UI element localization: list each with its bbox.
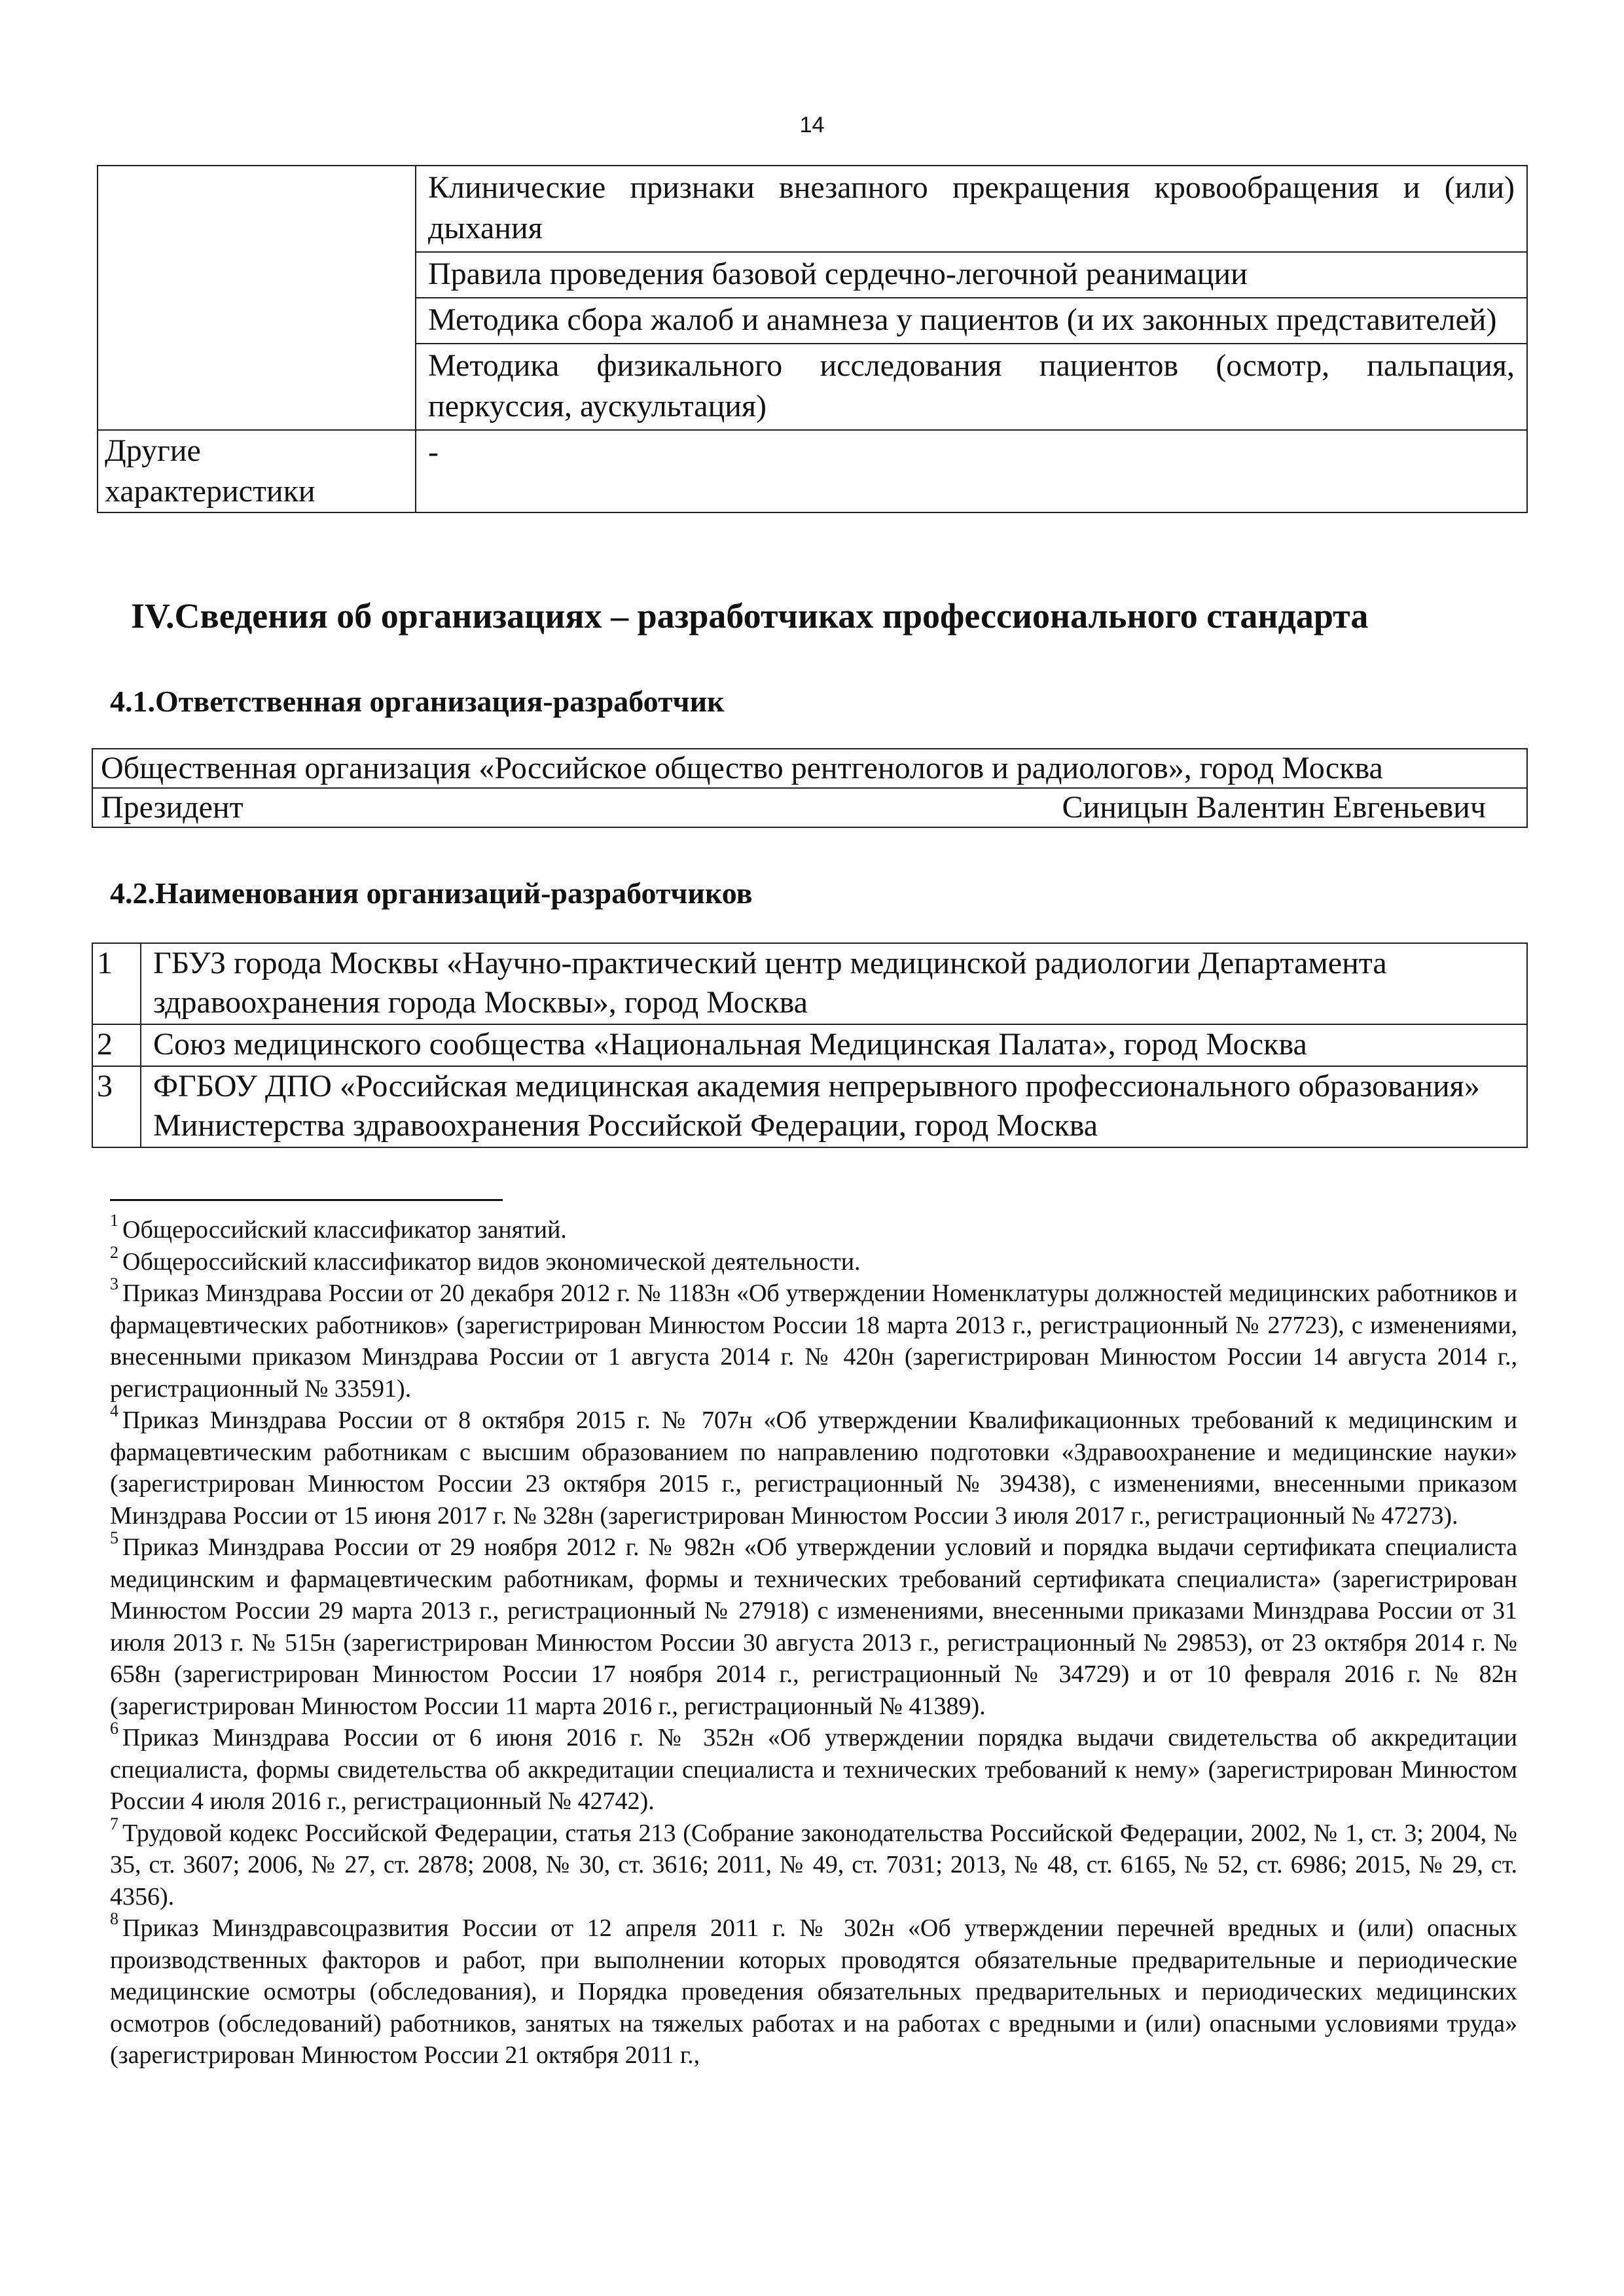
footnote-text: Трудовой кодекс Российской Федерации, статья 213 (Собрание законодательства Российской Федерации, 2002, № 1, ст. 3; 2004, № 35, ст. 3607; 2006, № 27, ст. 2878; 2008, № 30, ст. 3616; 2011, № 49, ст. 7031; 2013, № 48, ст. 6165, № 52, ст. 6986; 2015, № 29, ст. 4356). — [110, 1819, 1517, 1910]
page-number: 14 — [799, 113, 825, 137]
footnote-text: Приказ Минздрава России от 20 декабря 2012 г. № 1183н «Об утверждении Номенклатуры должностей медицинских работников и фармацевтических работников» (зарегистрирован Минюстом России 18 марта 2013 г., регистрационный № 27723), с изменениями, внесенными приказом Минздрава России от 1 августа 2014 г. № 420н (зарегистрирован Минюстом России 14 августа 2014 г., регистрационный № 33591). — [110, 1280, 1517, 1403]
president-position: Президент — [101, 790, 244, 825]
footnote-number: 8 — [110, 1909, 118, 1929]
footnote-divider — [110, 1199, 503, 1201]
other-characteristics-label — [98, 430, 416, 512]
table-row: Клинические признаки внезапного прекращения кровообращения и (или) дыхания — [416, 166, 1527, 252]
row-number: 2 — [92, 1024, 141, 1066]
table-row — [92, 1024, 1527, 1066]
row-number: 3 — [92, 1066, 141, 1147]
other-label-line2: характеристики — [105, 474, 316, 509]
footnote-number: 2 — [110, 1242, 118, 1262]
footnote-number: 3 — [110, 1274, 118, 1294]
developer-name: ФГБОУ ДПО «Российская медицинская академия непрерывного профессионального образования» Министерства здравоохранения Российской Федерации, город Москва — [141, 1066, 1527, 1147]
developer-name: Союз медицинского сообщества «Национальная Медицинская Палата», город Москва — [141, 1024, 1527, 1066]
developers-heading: 4.2.Наименования организаций-разработчиков — [110, 876, 753, 910]
other-characteristics-value: - — [416, 430, 1527, 512]
footnote — [110, 1909, 1517, 2072]
footnote-number: 5 — [110, 1528, 118, 1548]
footnote-number: 1 — [110, 1211, 118, 1230]
table-row: Правила проведения базовой сердечно-легочной реанимации — [416, 252, 1527, 298]
footnote-number: 6 — [110, 1719, 118, 1738]
developers-table — [92, 942, 1528, 1148]
table-row: Методика физикального исследования пациентов (осмотр, пальпация, перкуссия, аускультация) — [416, 344, 1527, 430]
responsible-org-table — [92, 748, 1528, 828]
table-cell-empty — [98, 166, 416, 430]
table-row: Методика сбора жалоб и анамнеза у пациентов (и их законных представителей) — [416, 298, 1527, 344]
footnote — [110, 1814, 1517, 1913]
knowledge-table — [97, 165, 1528, 513]
footnote — [110, 1211, 1517, 1246]
president-name: Синицын Валентин Евгеньевич — [1062, 790, 1486, 825]
table-row — [92, 1066, 1527, 1147]
president-row — [92, 788, 1527, 827]
footnote-text: Приказ Минздравсоцразвития России от 12 апреля 2011 г. № 302н «Об утверждении перечней вредных и (или) опасных производственных факторов и работ, при выполнении которых проводятся обязательные предварительные и периодические медицинские осмотры (обследования), и Порядка проведения обязательных предварительных и периодических медицинских осмотров (обследований) работников, занятых на тяжелых работах и на работах с вредными и (или) опасными условиями труда» (зарегистрирован Минюстом России 21 октября 2011 г., — [110, 1914, 1517, 2069]
footnote-text: Приказ Минздрава России от 8 октября 2015 г. № 707н «Об утверждении Квалификационных требований к медицинским и фармацевтическим работникам с высшим образованием по направлению подготовки «Здравоохранение и медицинские науки» (зарегистрирован Минюстом России 23 октября 2015 г., регистрационный № 39438), с изменениями, внесенными приказом Минздрава России от 15 июня 2017 г. № 328н (зарегистрирован Минюстом России 3 июля 2017 г., регистрационный № 47273). — [110, 1407, 1517, 1530]
footnote-number: 4 — [110, 1401, 118, 1421]
other-label-line1: Другие — [105, 433, 201, 468]
responsible-organization: Общественная организация «Российское общество рентгенологов и радиологов», город Москва — [92, 749, 1527, 788]
footnote — [110, 1274, 1517, 1405]
footnote — [110, 1528, 1517, 1722]
footnote-text: Приказ Минздрава России от 29 ноября 2012 г. № 982н «Об утверждении условий и порядка выдачи сертификата специалиста медицинским и фармацевтическим работникам, формы и технических требований сертификата специалиста» (зарегистрирован Минюстом России 29 марта 2013 г., регистрационный № 27918) с изменениями, внесенными приказами Минздрава России от 31 июля 2013 г. № 515н (зарегистрирован Минюстом России 30 августа 2013 г., регистрационный № 29853), от 23 октября 2014 г. № 658н (зарегистрирован Минюстом России 17 ноября 2014 г., регистрационный № 34729) и от 10 февраля 2016 г. № 82н (зарегистрирован Минюстом России 11 марта 2016 г., регистрационный № 41389). — [110, 1534, 1517, 1720]
footnote-number: 7 — [110, 1814, 118, 1833]
footnote-text: Приказ Минздрава России от 6 июня 2016 г. № 352н «Об утверждении порядка выдачи свидетельства об аккредитации специалиста, формы свидетельства об аккредитации специалиста и технических требований к нему» (зарегистрирован Минюстом России 4 июля 2016 г., регистрационный № 42742). — [110, 1724, 1517, 1815]
footnote-text: Общероссийский классификатор занятий. — [122, 1216, 567, 1244]
responsible-heading: 4.1.Ответственная организация-разработчик — [110, 685, 725, 718]
footnote — [110, 1401, 1517, 1532]
developer-name: ГБУЗ города Москвы «Научно-практический центр медицинской радиологии Департамента здравоохранения города Москвы», город Москва — [141, 943, 1527, 1024]
table-row — [92, 943, 1527, 1024]
footnote — [110, 1242, 1517, 1278]
row-number: 1 — [92, 943, 141, 1024]
footnotes — [110, 1211, 1517, 2072]
footnote-text: Общероссийский классификатор видов экономической деятельности. — [122, 1247, 861, 1276]
section-heading: IV.Сведения об организациях – разработчиках профессионального стандарта — [131, 596, 1369, 636]
footnote — [110, 1719, 1517, 1818]
